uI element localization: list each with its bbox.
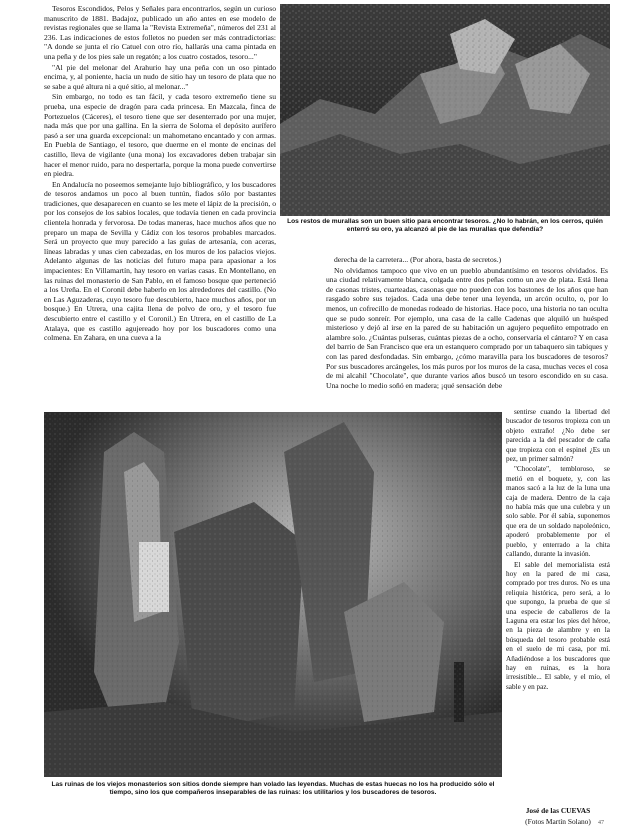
photo-monastery-ruins: [44, 412, 502, 777]
paragraph: Sin embargo, no todo es tan fácil, y cada tesoro extremeño tiene su prueba, una especie de dragón para cada princesa. En Mazcala, finca de Portezuelos (Cáceres), el tesoro tiene que ser desenterrado por una mujer, nada más que por una gallina. En la sierra de Soloma el depósito aurífero pasó a ser una guarda excepcional: un mahometano encantado y con armas. En Puebla de Santiago, el tesoro, que duerme en el monte de encinas del castillo, lleva de vigilante (una mona) los excavadores deben trabajar sin hacer el menor ruido, para no despertarla, porque la mona puede convertirse en piedra.: [44, 92, 276, 179]
paragraph: En Andalucía no poseemos semejante lujo bibliográfico, y los buscadores de tesoros andamos un poco al buen tuntún, fiados sólo por bastantes tradiciones, que desaparecen en cuanto se les mete el lápiz de la precisión, o por los consejos de los sabios locales, que todavía tienen en cada provincia clientela honrada y fervorosa. De todas maneras, hace muchos años que no preparo un mapa de Sevilla y Cádiz con los tesoros probables marcados. Será un proyecto que muy parecido a las guías de artesanía, con aceras, líneas labradas y unas cien cabezadas, en los muros de los palacios viejos. Adelanto algunas de las noticias del futuro mapa para apasionar a los impacientes: En Villamartín, hay tesoro en varias casas. En Montellano, en las ruinas del monasterio de San Pablo, en el famoso bosque que perteneció a los Ureña. En el Coronil debe haberlo en los alrededores del castillo. (No en Las Aguzaderas, cuyo tesoro fue descubierto, hace muchos años, por un bosque.) En Utrera, una cajita llena de polvo de oro, y el tesoro fue descubierto entre el castillo y el Coronil.) En Utrera, en el castillo de La Atalaya, que es castillo agujereado hoy por los buscadores como una colmena. En Zahara, en una cueva a la: [44, 179, 276, 343]
photo-monastery-ruins-image: [44, 412, 502, 777]
paragraph: "Al pie del melonar del Arahurio hay una peña con un oso pintado encima, y, al poniente, hacia un nudo de sitio hay un tesoro de plata que no se sabe a qué altura ni a qué sitio, al melonar...": [44, 62, 276, 91]
photo-caption-top: Los restos de murallas son un buen sitio para encontrar tesoros. ¿No lo habrán, en los cerros, quién enterró su oro, ya alcanzó al pie de las murallas que defendía?: [287, 218, 603, 234]
photo-credit: (Fotos Martín Solano): [525, 817, 591, 826]
paragraph: sentirse cuando la libertad del buscador de tesoros tropieza con un objeto extraño! ¿No debe ser parecida a la del pescador de caña que tropieza con el espinel ¿Es un pez, un primer salmón?: [506, 408, 610, 464]
article-column-middle: [326, 255, 608, 407]
article-column-left: [44, 4, 276, 408]
paragraph: Tesoros Escondidos, Pelos y Señales para encontrarlos, según un curioso manuscrito de 1881. Badajoz, publicado un año antes en ese modelo de revistas regionales que se llama la "Revista Extremeña", números del 231 al 236. Las indicaciones de estos folletos no pueden ser más contradictorias: "A donde se junta el río Catuel con otro río, hallarás una cama pintada en una peña y de los pies sale un regatón; a los cuatro costados, tesoro...": [44, 4, 276, 61]
photo-castle-walls: [280, 4, 610, 216]
photo-castle-walls-image: [280, 4, 610, 216]
paragraph: "Chocolate", tembloroso, se metió en el boquete, y, con las manos sacó a la luz de la luna una caja de madera. Dentro de la caja no había más que una culebra y un solo sable. Por él sabía, suponemos que era de un soldado napoleónico, apoderó probablemente por el pueblo, y enterrado a la chita callando, durante la invasión.: [506, 465, 610, 559]
paragraph: derecha de la carretera... (Por ahora, basta de secretos.): [334, 255, 502, 264]
author-credit: José de las CUEVAS: [525, 806, 591, 815]
paragraph: El sable del memorialista está hoy en la pared de mi casa, comprado por tres duros. No es una reliquia histórica, pero será, a lo que supongo, la prueba de que sí una especie de caballeros de la Laguna era estar los pies del héroe, en la pieza de alambre y en la búsqueda del tesoro probable está en el suelo de mi casa, por mí. Añadiéndose a los buscadores que hay en ruinas, es la hora irresistible... El sable, y el mío, el sable y en paz.: [506, 560, 610, 691]
paragraph: No olvidamos tampoco que vivo en un pueblo abundantísimo en tesoros olvidados. Es una ciudad relativamente blanca, colgada entre dos peñas como un ave de plata. Está llena de casonas tristes, cuarteadas, casonas que no pueden con los bastones de los años que han rasgado sobre sus tejados. Cada una debe tener una leyenda, un arcón oculto, o, por lo menos, un cofrecillo de monedas rodeado de historias. Hace poco, una historia no tan oculta que se pudo sonreír. Por ejemplo, una casa de la calle Cadenas que alquiló un huésped misterioso y dejó al irse en la pared de su habitación un agujero pequeñito empotrado en alambre solo. ¿Cuántas pulseras, cuántas piezas de a ocho, conservaría el cántaro? Y en casa del barrio de San Francisco que era un estanquero comprado por un tabaquero sin tabiques y con las pared desfondadas. Sin embargo, ¿cómo maravilla para los buscadores de tesoros? Por sus buscadores arcángeles, los más puros por los muros de la casa, muchas veces el cosa de mi alcahil "Chocolate", que durante varios años buscó un tesoro escondido en su casa. Una noche lo medio soñó en madera; ¡qué sensación debe: [326, 265, 608, 390]
photo-caption-bottom: Las ruinas de los viejos monasterios son sitios donde siempre han volado las leyendas. Muchas de estas huecas no los ha producido sólo el tiempo, sino los que compañeros inseparables de las ruinas: los utilitarios y los buscadores de tesoros.: [51, 781, 495, 797]
page-number: 47: [598, 820, 604, 826]
article-column-narrow: [506, 408, 610, 826]
